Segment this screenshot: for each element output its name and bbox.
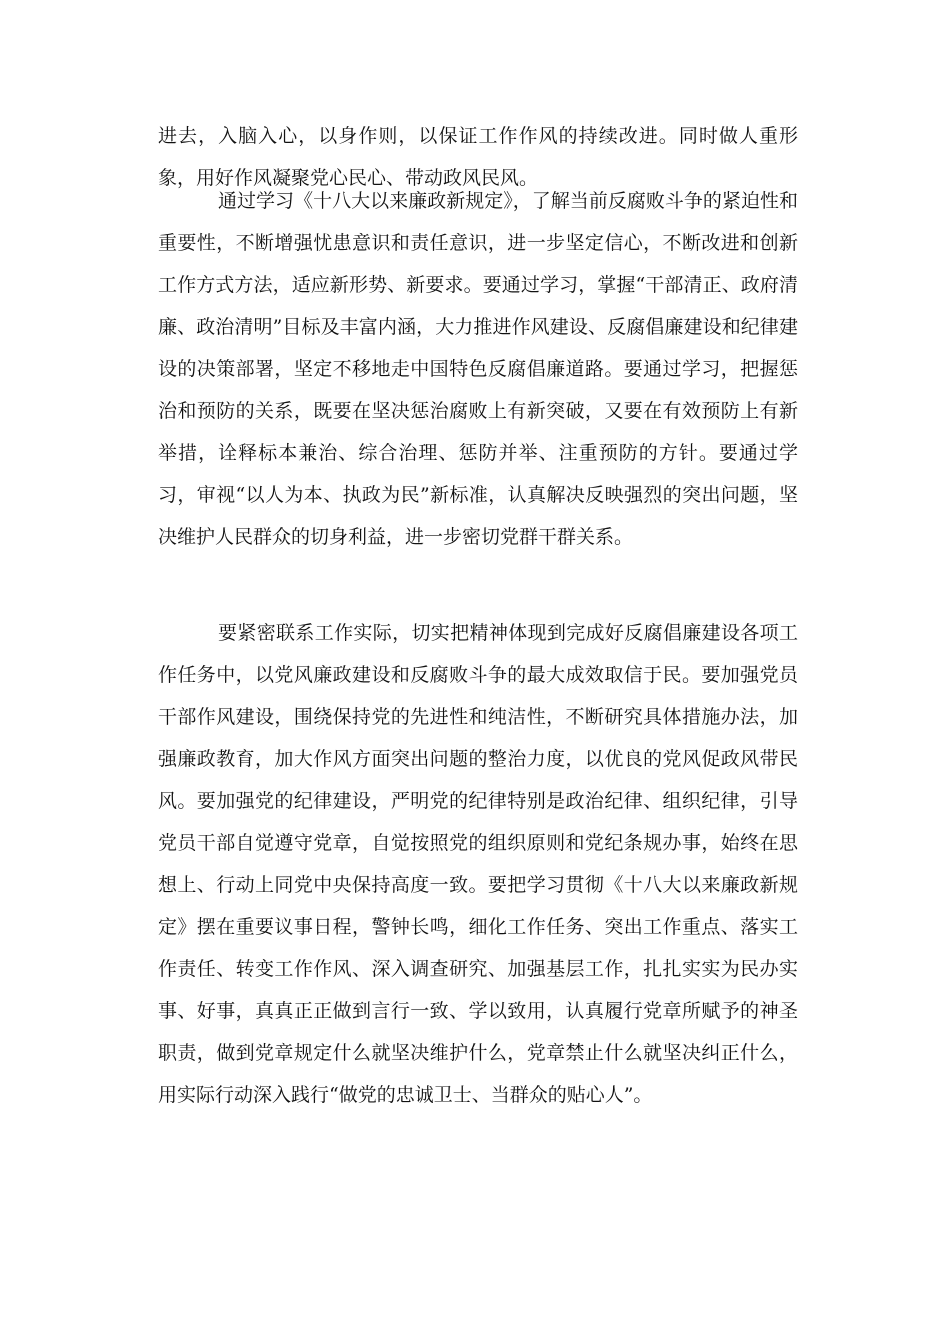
paragraph-2: 通过学习《十八大以来廉政新规定》，了解当前反腐败斗争的紧迫性和重要性，不断增强忧患意识和责任意识，进一步坚定信心，不断改进和创新工作方式方法，适应新形势、新要求。要通过学习，掌握“干部清正、政府清廉、政治清明”目标及丰富内涵，大力推进作风建设、反腐倡廉建设和纪律建设的决策部署，坚定不移地走中国特色反腐倡廉道路。要通过学习，把握惩治和预防的关系，既要在坚决惩治腐败上有新突破，又要在有效预防上有新举措，诠释标本兼治、综合治理、惩防并举、注重预防的方针。要通过学习，审视“以人为本、执政为民”新标准，认真解决反映强烈的突出问题，坚决维护人民群众的切身利益，进一步密切党群干群关系。 [158, 190, 798, 548]
paragraph-3: 要紧密联系工作实际，切实把精神体现到完成好反腐倡廉建设各项工作任务中，以党风廉政建设和反腐败斗争的最大成效取信于民。要加强党员干部作风建设，围绕保持党的先进性和纯洁性，不断研究具体措施办法，加强廉政教育，加大作风方面突出问题的整治力度，以优良的党风促政风带民风。要加强党的纪律建设，严明党的纪律特别是政治纪律、组织纪律，引导党员干部自觉遵守党章，自觉按照党的组织原则和党纪条规办事，始终在思想上、行动上同党中央保持高度一致。要把学习贯彻《十八大以来廉政新规定》摆在重要议事日程，警钟长鸣，细化工作任务、突出工作重点、落实工作责任、转变工作作风、深入调查研究、加强基层工作，扎扎实实为民办实事、好事，真真正正做到言行一致、学以致用，认真履行党章所赋予的神圣职责，做到党章规定什么就坚决维护什么，党章禁止什么就坚决纠正什么，用实际行动深入践行“做党的忠诚卫士、当群众的贴心人”。 [158, 622, 798, 1106]
paragraph-1: 进去，入脑入心，以身作则，以保证工作作风的持续改进。同时做人重形象，用好作风凝聚党心民心、带动政风民风。 [158, 125, 798, 189]
